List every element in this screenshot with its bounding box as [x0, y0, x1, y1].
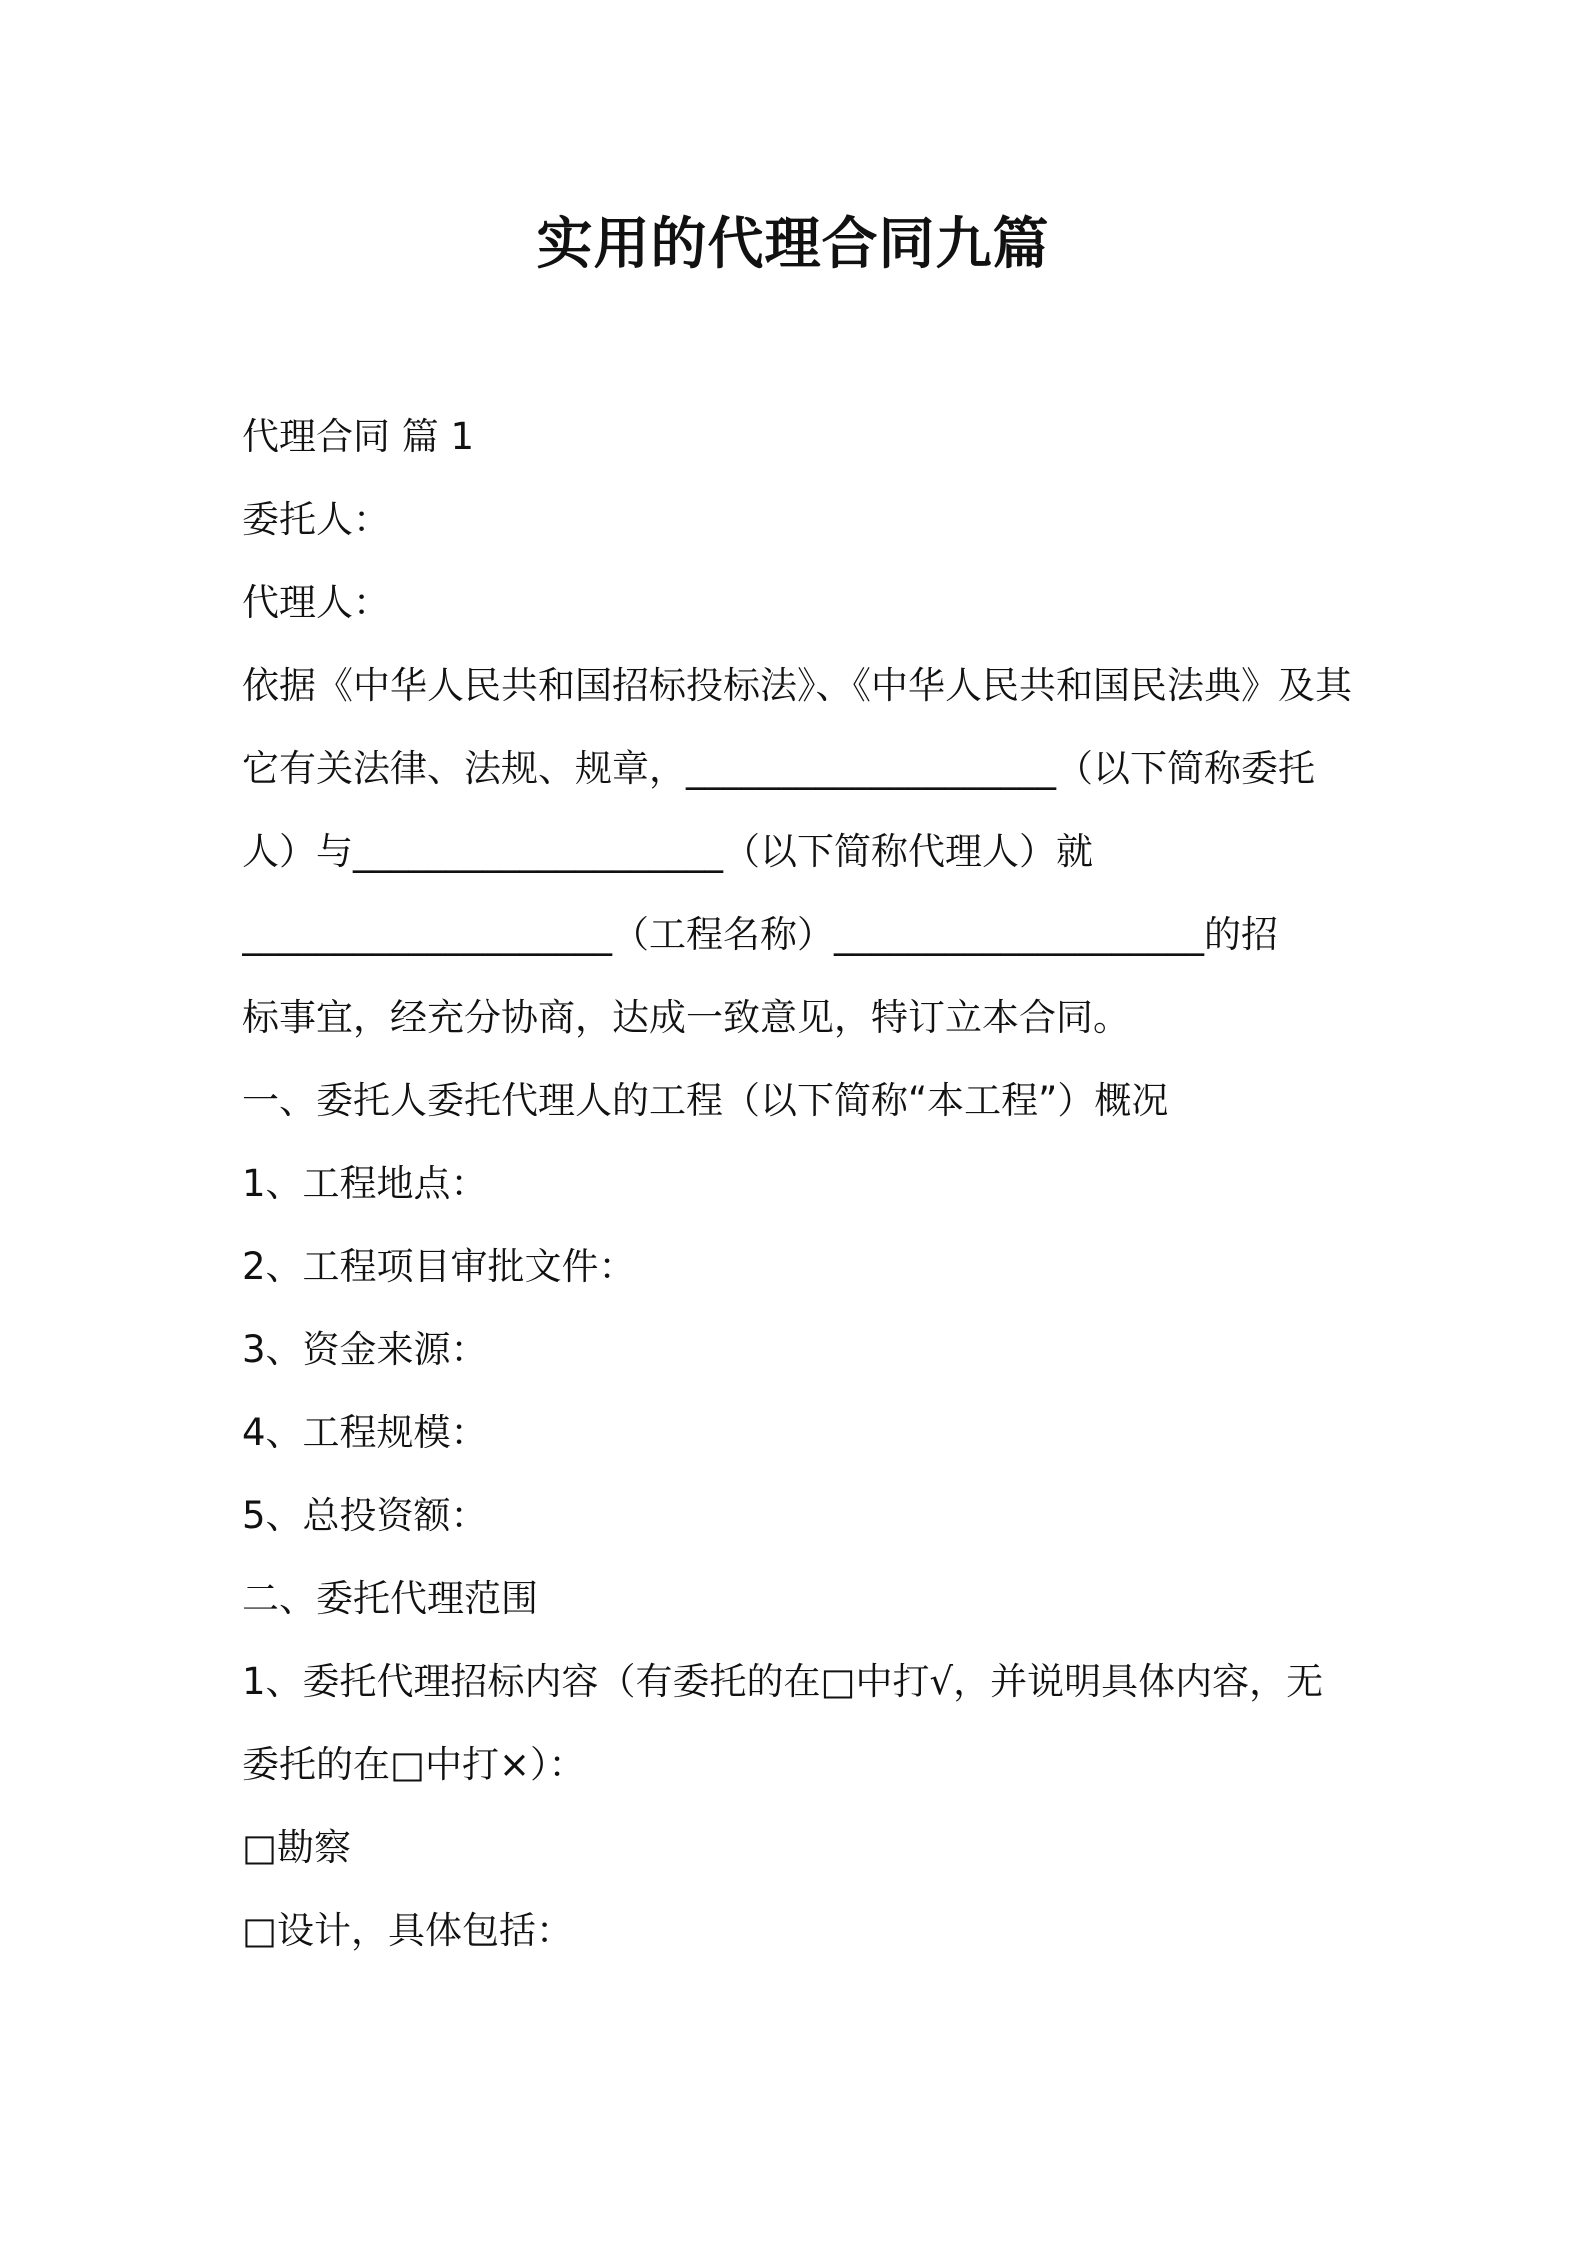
paragraph-line: 委托的在□中打×）：: [242, 1743, 586, 1786]
list-item: 3、资金来源：: [242, 1328, 488, 1371]
list-item: 1、工程地点：: [242, 1162, 488, 1205]
section-heading-project-overview: 一、委托人委托代理人的工程（以下简称“本工程”）概况: [242, 1079, 1169, 1122]
paragraph-line: 1、委托代理招标内容（有委托的在□中打√，并说明具体内容，无: [242, 1660, 1324, 1703]
checkbox-item-survey: □勘察: [242, 1826, 351, 1869]
agent-field: 代理人：: [242, 581, 390, 624]
paragraph-line: 标事宜，经充分协商，达成一致意见，特订立本合同。: [242, 996, 1130, 1039]
checkbox-item-design: □设计，具体包括：: [242, 1909, 573, 1952]
list-item: 4、工程规模：: [242, 1411, 488, 1454]
section-heading-scope: 二、委托代理范围: [242, 1577, 538, 1620]
section-heading-contract-1: 代理合同 篇 1: [242, 415, 475, 458]
paragraph-line: 人）与____________________（以下简称代理人）就: [242, 830, 1093, 873]
list-item: 2、工程项目审批文件：: [242, 1245, 636, 1288]
paragraph-line: 依据《中华人民共和国招标投标法》、《中华人民共和国民法典》及其: [242, 664, 1352, 707]
paragraph-line: ____________________（工程名称）____________________的招: [242, 913, 1278, 956]
list-item: 5、总投资额：: [242, 1494, 488, 1537]
document-body: [242, 395, 1362, 1972]
paragraph-line: 它有关法律、法规、规章，____________________（以下简称委托: [242, 747, 1315, 790]
principal-field: 委托人：: [242, 498, 390, 541]
document-title: 实用的代理合同九篇: [536, 212, 1050, 277]
